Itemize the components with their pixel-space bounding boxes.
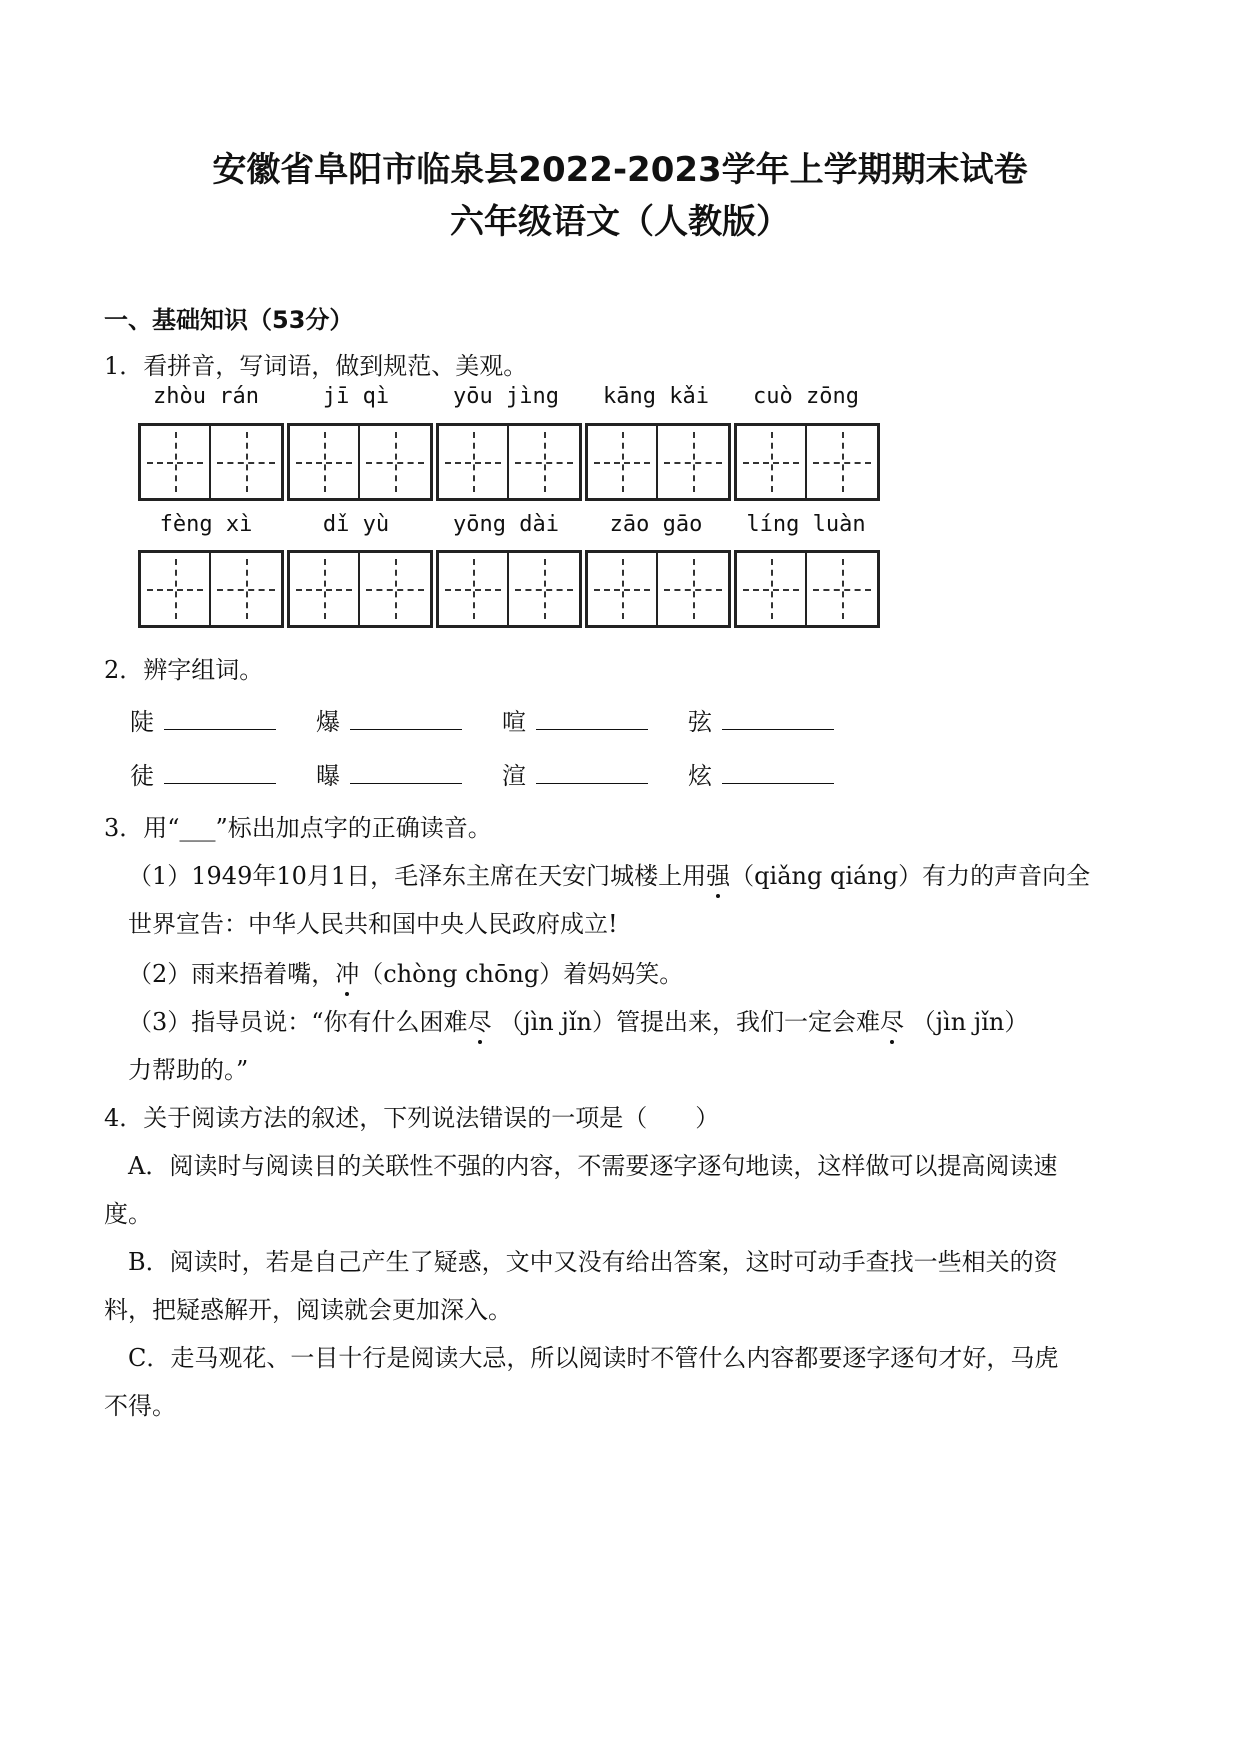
answer-line[interactable] — [536, 709, 648, 730]
tianzige-box[interactable] — [138, 550, 284, 628]
option-a-cont: 度。 — [104, 1200, 152, 1228]
item-text: （jìn jǐn） — [903, 1008, 1029, 1036]
tianzige-box[interactable] — [138, 423, 284, 501]
pinyin-label: cuò zōng — [753, 384, 859, 409]
tianzige-box[interactable] — [287, 423, 433, 501]
item-text: （1）1949年10月1日，毛泽东主席在天安门城楼上用 — [128, 862, 707, 890]
char-blank[interactable] — [502, 702, 648, 737]
exam-subtitle: 六年级语文（人教版） — [450, 202, 790, 242]
char-blank[interactable] — [688, 756, 834, 791]
char-label: 弦 — [688, 708, 712, 736]
char-blank[interactable] — [130, 756, 276, 791]
answer-line[interactable] — [164, 763, 276, 784]
tianzige-box[interactable] — [734, 423, 880, 501]
answer-line[interactable] — [350, 763, 462, 784]
char-blank[interactable] — [130, 702, 276, 737]
question-2-prompt: 2．辨字组词。 — [104, 656, 264, 684]
char-blank[interactable] — [316, 756, 462, 791]
char-label: 徒 — [130, 762, 154, 790]
pinyin-label: yōng dài — [453, 512, 559, 537]
option-c[interactable]: C．走马观花、一目十行是阅读大忌，所以阅读时不管什么内容都要逐字逐句才好，马虎 — [128, 1344, 1059, 1372]
answer-line[interactable] — [536, 763, 648, 784]
question-3-item-2 — [128, 954, 683, 989]
exam-title: 安徽省阜阳市临泉县2022-2023学年上学期期末试卷 — [212, 150, 1028, 190]
dotted-char: 尽 — [879, 1008, 904, 1036]
dotted-char: 冲 — [335, 960, 360, 988]
pinyin-label: dǐ yù — [322, 512, 390, 537]
item-text: （qiǎng qiáng）有力的声音向全 — [730, 862, 1091, 890]
pinyin-row-2 — [140, 512, 980, 546]
pinyin-label: kāng kǎi — [603, 384, 709, 409]
item-text: （chòng chōng）着妈妈笑。 — [359, 960, 684, 988]
option-a[interactable]: A．阅读时与阅读目的关联性不强的内容，不需要逐字逐句地读，这样做可以提高阅读速 — [128, 1152, 1058, 1180]
item-text: （2）雨来捂着嘴， — [128, 960, 336, 988]
tianzige-box[interactable] — [585, 550, 731, 628]
question-4-prompt: 4．关于阅读方法的叙述，下列说法错误的一项是（ ） — [104, 1104, 720, 1132]
char-blank[interactable] — [502, 756, 648, 791]
pinyin-label: fèng xì — [159, 512, 253, 537]
answer-line[interactable] — [722, 763, 834, 784]
dotted-char: 强 — [706, 862, 731, 890]
pinyin-label: jī qì — [322, 384, 390, 409]
question-3-item-3-cont: 力帮助的。” — [128, 1056, 249, 1084]
section-heading: 一、基础知识（53分） — [104, 306, 354, 334]
item-text: （jìn jǐn）管提出来，我们一定会难 — [491, 1008, 880, 1036]
option-b-cont: 料，把疑惑解开，阅读就会更加深入。 — [104, 1296, 512, 1324]
pinyin-label: zhòu rán — [153, 384, 259, 409]
question-3-item-3 — [128, 1002, 1028, 1037]
char-label: 陡 — [130, 708, 154, 736]
option-c-cont: 不得。 — [104, 1392, 176, 1420]
answer-line[interactable] — [722, 709, 834, 730]
question-3-item-1-cont: 世界宣告：中华人民共和国中央人民政府成立! — [128, 910, 618, 938]
question-1-prompt: 1．看拼音，写词语，做到规范、美观。 — [104, 352, 528, 380]
tianzige-box[interactable] — [734, 550, 880, 628]
char-blank[interactable] — [688, 702, 834, 737]
question-3-item-1 — [128, 856, 1090, 891]
char-label: 曝 — [316, 762, 340, 790]
pinyin-row-1 — [140, 384, 980, 418]
question-3-prompt: 3．用“___”标出加点字的正确读音。 — [104, 814, 492, 842]
char-label: 爆 — [316, 708, 340, 736]
answer-line[interactable] — [350, 709, 462, 730]
pinyin-label: yōu jìng — [453, 384, 559, 409]
char-blank[interactable] — [316, 702, 462, 737]
option-b[interactable]: B．阅读时，若是自己产生了疑惑，文中又没有给出答案，这时可动手查找一些相关的资 — [128, 1248, 1058, 1276]
pinyin-label: líng luàn — [746, 512, 866, 537]
char-label: 喧 — [502, 708, 526, 736]
tianzige-box[interactable] — [287, 550, 433, 628]
answer-line[interactable] — [164, 709, 276, 730]
char-label: 渲 — [502, 762, 526, 790]
tianzige-box[interactable] — [585, 423, 731, 501]
char-label: 炫 — [688, 762, 712, 790]
item-text: （3）指导员说：“你有什么困难 — [128, 1008, 468, 1036]
tianzige-box[interactable] — [436, 423, 582, 501]
tianzige-box[interactable] — [436, 550, 582, 628]
dotted-char: 尽 — [467, 1008, 492, 1036]
pinyin-label: zāo gāo — [609, 512, 703, 537]
